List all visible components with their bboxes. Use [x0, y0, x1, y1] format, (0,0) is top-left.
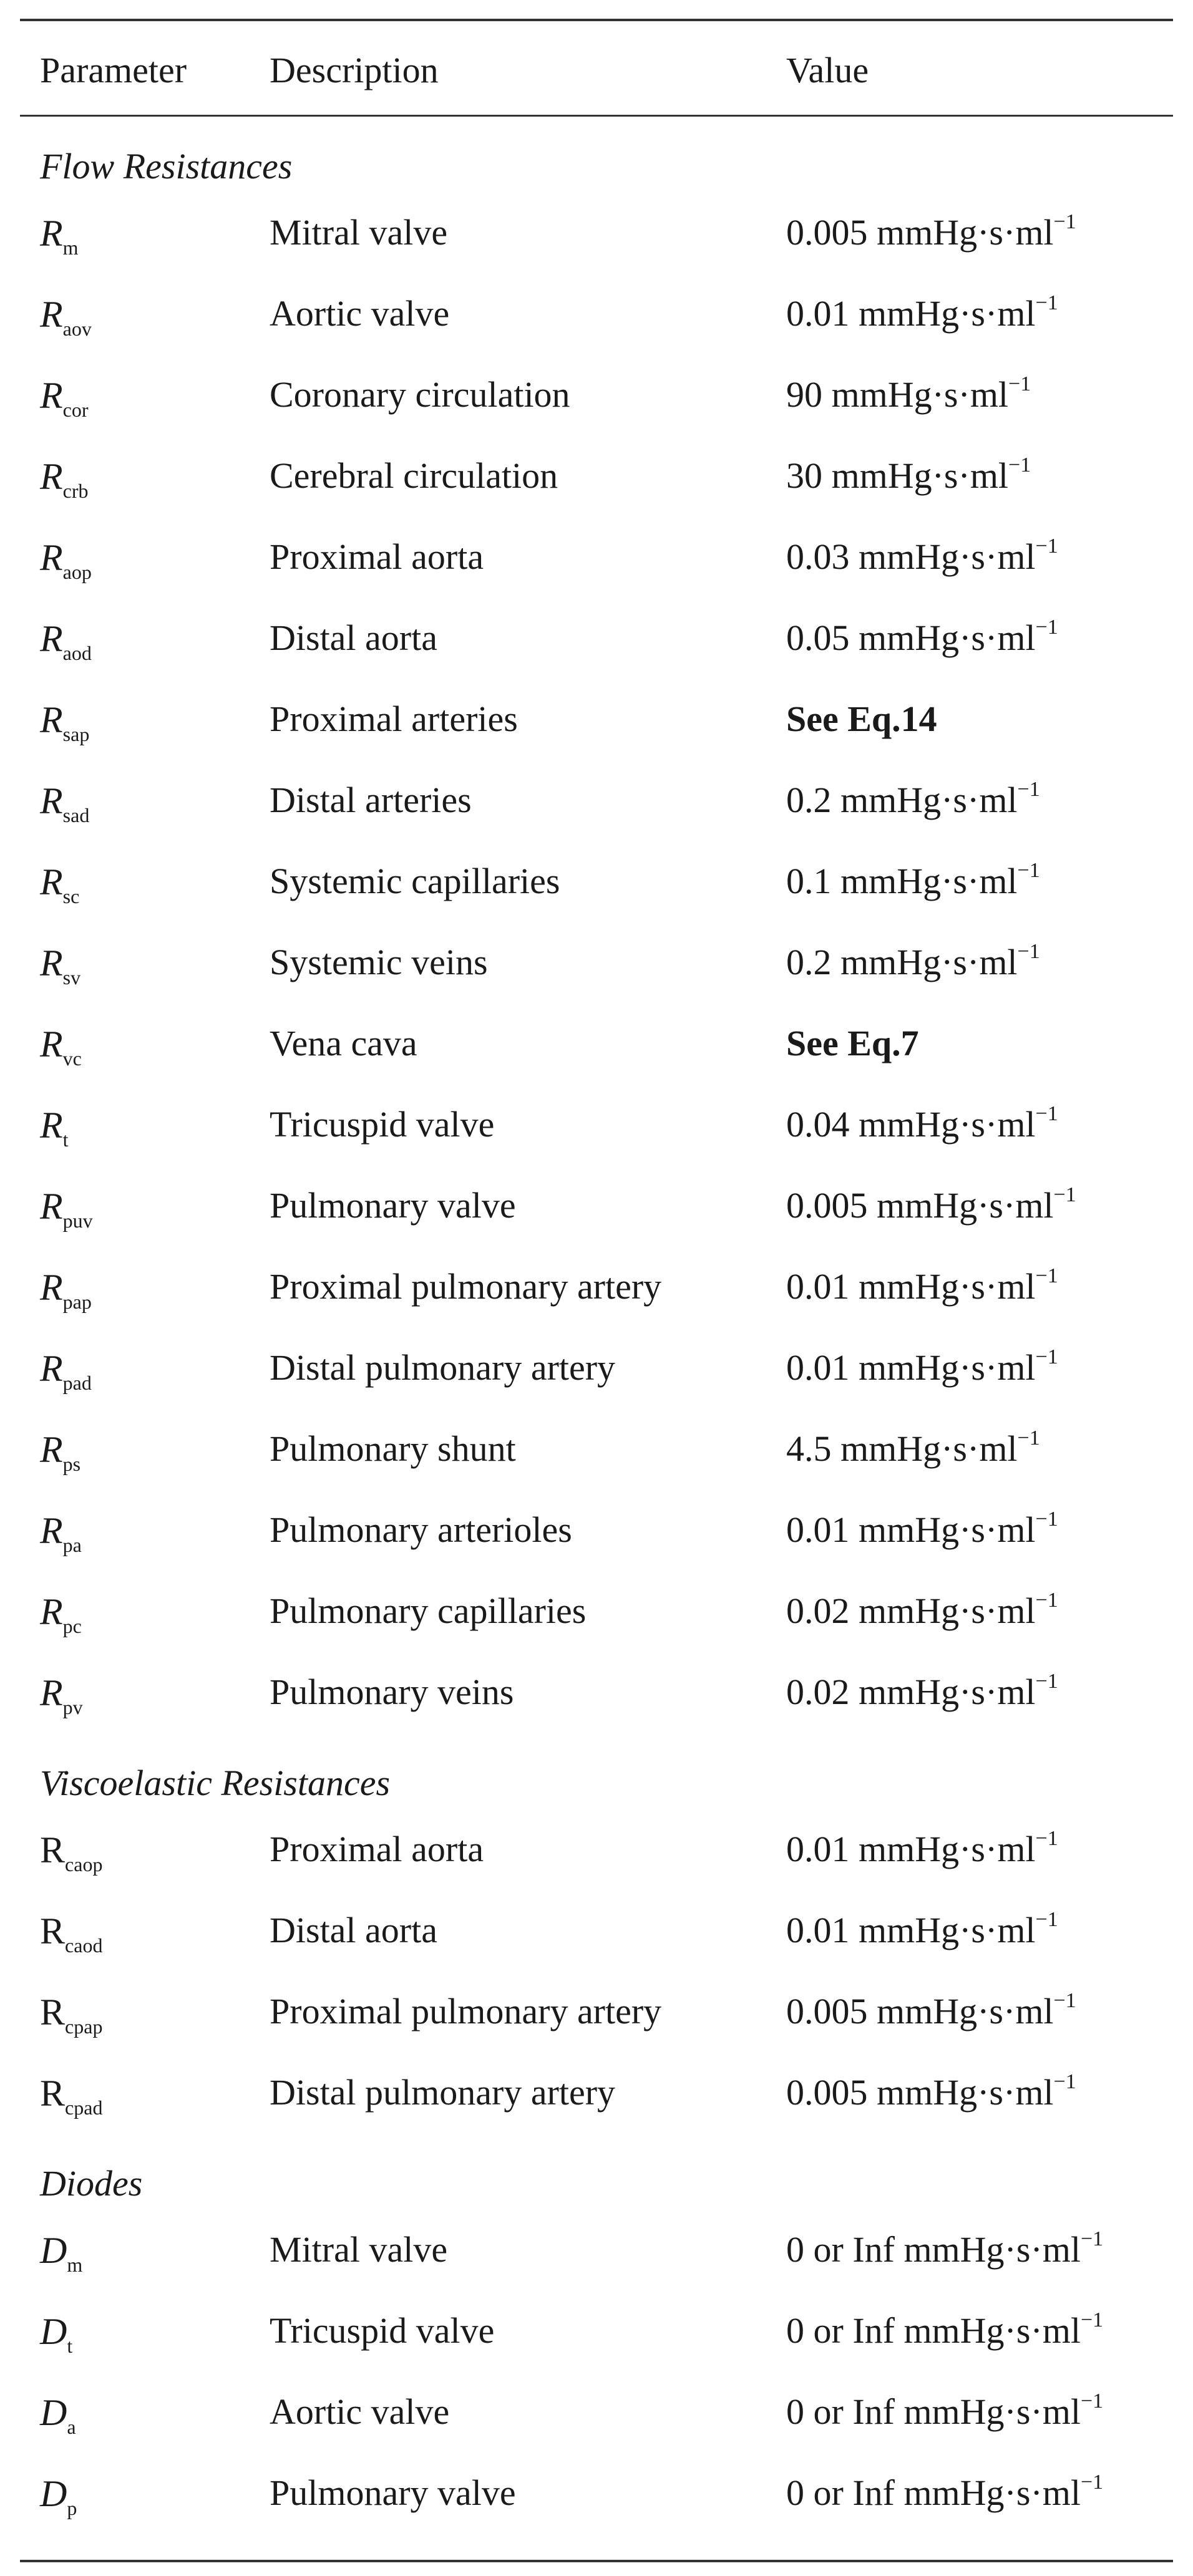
- symbol-subscript: cpap: [65, 2015, 103, 2038]
- parameter-description: Pulmonary arterioles: [270, 1509, 572, 1550]
- value-text: 0.005 mmHg·s·ml: [786, 2072, 1054, 2113]
- parameter-value: [786, 2070, 1076, 2113]
- symbol-letter: R: [40, 1510, 63, 1551]
- symbol-subscript: ps: [62, 1453, 81, 1475]
- symbol-subscript: aop: [62, 561, 92, 583]
- symbol-subscript: crb: [62, 480, 89, 502]
- parameter-symbol: [40, 1267, 92, 1313]
- table-row: [20, 840, 1173, 921]
- parameter-description: Proximal arteries: [270, 699, 518, 739]
- symbol-subscript: t: [62, 1128, 69, 1151]
- symbol-letter: R: [40, 1105, 63, 1146]
- value-exponent: −1: [1035, 1670, 1058, 1693]
- table-row: [20, 1970, 1173, 2051]
- value-text: 0.005 mmHg·s·ml: [786, 212, 1054, 253]
- header-parameter: Parameter: [40, 50, 187, 90]
- parameter-value: [786, 535, 1058, 577]
- symbol-letter: R: [40, 537, 63, 578]
- symbol-subscript: pap: [62, 1290, 92, 1313]
- value-text: 0.005 mmHg·s·ml: [786, 1185, 1054, 1226]
- table-row: [20, 921, 1173, 1002]
- value-text: 0.01 mmHg·s·ml: [786, 1266, 1036, 1307]
- table-row: [20, 1164, 1173, 1245]
- parameter-symbol: [40, 1510, 82, 1556]
- parameter-description: Cerebral circulation: [270, 455, 558, 496]
- value-text: 0 or Inf mmHg·s·ml: [786, 2391, 1081, 2432]
- value-text: 4.5 mmHg·s·ml: [786, 1428, 1018, 1469]
- parameter-value: [786, 1827, 1058, 1869]
- parameter-value: [786, 2227, 1104, 2270]
- parameter-description: Vena cava: [270, 1023, 417, 1063]
- table-row: [20, 272, 1173, 353]
- parameter-symbol: [40, 456, 89, 502]
- symbol-subscript: caod: [65, 1934, 103, 1957]
- parameter-symbol: [40, 1910, 103, 1957]
- table-row: [20, 596, 1173, 677]
- symbol-letter: R: [40, 699, 63, 740]
- symbol-subscript: pc: [62, 1615, 82, 1637]
- parameter-symbol: [40, 1024, 82, 1070]
- value-exponent: −1: [1035, 1508, 1058, 1531]
- parameter-symbol: [40, 1672, 83, 1718]
- value-exponent: −1: [1035, 1908, 1058, 1931]
- symbol-subscript: cor: [62, 399, 89, 421]
- parameter-symbol: [40, 1829, 103, 1876]
- table-row: [20, 515, 1173, 596]
- table-row: [20, 1326, 1173, 1407]
- value-exponent: −1: [1081, 2227, 1104, 2250]
- parameter-symbol: [40, 2473, 77, 2519]
- parameter-value: [786, 1345, 1058, 1388]
- parameter-description: Tricuspid valve: [270, 1104, 495, 1145]
- parameter-value: [786, 2390, 1104, 2432]
- symbol-letter: R: [40, 294, 63, 335]
- parameter-value: [786, 1508, 1058, 1550]
- symbol-letter: R: [40, 1429, 63, 1470]
- parameter-description: Distal pulmonary artery: [270, 1347, 616, 1388]
- table-row: [20, 1245, 1173, 1326]
- parameter-symbol: [40, 2073, 103, 2119]
- symbol-letter: R: [40, 1910, 66, 1952]
- symbol-letter: R: [40, 456, 63, 497]
- parameter-symbol: [40, 618, 92, 664]
- parameter-description: Distal aorta: [270, 617, 437, 658]
- value-text: 90 mmHg·s·ml: [786, 374, 1009, 415]
- value-text: 0 or Inf mmHg·s·ml: [786, 2229, 1081, 2270]
- section-title-viscoelastic-resistances: Viscoelastic Resistances: [40, 1763, 391, 1803]
- table-row: [20, 191, 1173, 272]
- parameter-description: Tricuspid valve: [270, 2310, 495, 2351]
- parameter-description: Systemic veins: [270, 942, 488, 982]
- table-row: [20, 1650, 1173, 1731]
- value-text: 30 mmHg·s·ml: [786, 455, 1009, 496]
- table-row: [20, 758, 1173, 840]
- parameter-description: Mitral valve: [270, 212, 448, 253]
- value-text: 0.03 mmHg·s·ml: [786, 536, 1036, 577]
- parameter-symbol: [40, 2392, 76, 2438]
- parameter-value: [786, 453, 1031, 496]
- table-row: [20, 2208, 1173, 2289]
- parameter-description: Systemic capillaries: [270, 861, 560, 901]
- value-text: 0.01 mmHg·s·ml: [786, 1509, 1036, 1550]
- parameter-value: [786, 1102, 1058, 1145]
- parameter-description: Distal arteries: [270, 780, 472, 820]
- table-row: [20, 1488, 1173, 1569]
- parameter-description: Distal aorta: [270, 1910, 437, 1950]
- parameter-symbol: [40, 2230, 83, 2276]
- value-text: 0.01 mmHg·s·ml: [786, 1910, 1036, 1950]
- parameter-value: [786, 1908, 1058, 1950]
- symbol-subscript: a: [67, 2416, 76, 2438]
- table-row: [20, 677, 1173, 758]
- symbol-subscript: pa: [62, 1534, 82, 1556]
- parameter-symbol: [40, 294, 92, 340]
- value-exponent: −1: [1035, 535, 1058, 558]
- parameter-description: Distal pulmonary artery: [270, 2072, 616, 2113]
- symbol-subscript: pv: [62, 1696, 83, 1718]
- symbol-subscript: m: [62, 236, 79, 259]
- section-title-diodes: Diodes: [40, 2163, 143, 2204]
- symbol-subscript: aod: [62, 642, 92, 664]
- parameter-value: [786, 210, 1076, 253]
- parameter-value: [786, 1264, 1058, 1307]
- parameter-symbol: [40, 1429, 81, 1475]
- value-exponent: −1: [1035, 291, 1058, 314]
- symbol-letter: R: [40, 1186, 63, 1227]
- value-exponent: −1: [1008, 453, 1031, 477]
- value-exponent: −1: [1035, 1345, 1058, 1368]
- parameter-value: [786, 2308, 1104, 2351]
- symbol-letter: R: [40, 861, 63, 903]
- value-exponent: −1: [1053, 2070, 1076, 2093]
- header-value: Value: [786, 50, 869, 90]
- value-text: 0.2 mmHg·s·ml: [786, 942, 1018, 982]
- value-text: 0.005 mmHg·s·ml: [786, 1991, 1054, 2031]
- parameter-description: Proximal pulmonary artery: [270, 1266, 662, 1307]
- parameter-description: Proximal aorta: [270, 1829, 484, 1869]
- value-text: 0.01 mmHg·s·ml: [786, 293, 1036, 334]
- table-row: [20, 1808, 1173, 1889]
- table-row: [20, 1569, 1173, 1650]
- value-exponent: −1: [1081, 2390, 1104, 2413]
- section-title-flow-resistances: Flow Resistances: [40, 146, 293, 186]
- value-text: 0.02 mmHg·s·ml: [786, 1591, 1036, 1631]
- parameter-value: [786, 372, 1031, 415]
- parameter-symbol: [40, 1186, 93, 1232]
- parameter-value: [786, 701, 937, 737]
- table-row: [20, 2289, 1173, 2370]
- symbol-subscript: m: [67, 2254, 83, 2276]
- value-text: 0.2 mmHg·s·ml: [786, 780, 1018, 820]
- symbol-subscript: cpad: [65, 2096, 103, 2119]
- parameter-value: [786, 859, 1040, 901]
- symbol-letter: D: [40, 2473, 67, 2514]
- value-exponent: −1: [1053, 1183, 1076, 1206]
- value-text: 0 or Inf mmHg·s·ml: [786, 2472, 1081, 2513]
- value-text: 0.1 mmHg·s·ml: [786, 861, 1018, 901]
- symbol-letter: R: [40, 618, 63, 659]
- parameter-symbol: [40, 1105, 69, 1151]
- symbol-letter: R: [40, 1348, 63, 1389]
- parameter-description: Pulmonary valve: [270, 1185, 516, 1226]
- symbol-letter: R: [40, 375, 63, 416]
- value-text: 0.05 mmHg·s·ml: [786, 617, 1036, 658]
- value-text: 0.01 mmHg·s·ml: [786, 1829, 1036, 1869]
- parameter-table: [20, 19, 1173, 2562]
- table-row: [20, 434, 1173, 515]
- value-exponent: −1: [1017, 859, 1040, 882]
- parameter-description: Pulmonary shunt: [270, 1428, 516, 1469]
- parameter-value: [786, 2471, 1104, 2513]
- symbol-letter: R: [40, 1672, 63, 1713]
- value-exponent: −1: [1081, 2471, 1104, 2494]
- value-exponent: −1: [1017, 940, 1040, 963]
- parameter-symbol: [40, 1591, 82, 1637]
- symbol-subscript: pad: [62, 1372, 92, 1394]
- parameter-value: [786, 778, 1040, 820]
- value-exponent: −1: [1017, 1426, 1040, 1450]
- parameter-symbol: [40, 780, 90, 826]
- symbol-subscript: sc: [62, 885, 80, 908]
- parameter-symbol: [40, 699, 90, 745]
- symbol-letter: R: [40, 1992, 66, 2033]
- parameter-symbol: [40, 1992, 103, 2038]
- parameter-value: [786, 1025, 919, 1062]
- value-text: 0.01 mmHg·s·ml: [786, 1347, 1036, 1388]
- parameter-description: Aortic valve: [270, 2391, 450, 2432]
- parameter-description: Proximal pulmonary artery: [270, 1991, 662, 2031]
- parameter-description: Aortic valve: [270, 293, 450, 334]
- value-exponent: −1: [1017, 778, 1040, 801]
- table-row: [20, 1083, 1173, 1164]
- parameter-value: [786, 616, 1058, 658]
- symbol-subscript: sv: [62, 966, 81, 989]
- value-exponent: −1: [1053, 210, 1076, 233]
- symbol-letter: D: [40, 2230, 67, 2271]
- symbol-subscript: vc: [62, 1047, 82, 1070]
- parameter-symbol: [40, 861, 80, 908]
- symbol-subscript: aov: [62, 317, 92, 340]
- symbol-letter: D: [40, 2392, 67, 2433]
- value-exponent: −1: [1035, 1827, 1058, 1850]
- value-text: See Eq.7: [786, 1023, 919, 1063]
- value-exponent: −1: [1035, 1589, 1058, 1612]
- parameter-description: Coronary circulation: [270, 374, 570, 415]
- parameter-value: [786, 940, 1040, 982]
- parameter-symbol: [40, 942, 81, 989]
- value-exponent: −1: [1008, 372, 1031, 395]
- value-exponent: −1: [1053, 1989, 1076, 2012]
- table-row: [20, 1002, 1173, 1083]
- value-exponent: −1: [1035, 616, 1058, 639]
- table-header: [20, 21, 1173, 117]
- value-text: 0.02 mmHg·s·ml: [786, 1672, 1036, 1712]
- value-text: See Eq.14: [786, 699, 937, 739]
- symbol-letter: R: [40, 213, 63, 254]
- table-row: [20, 2451, 1173, 2532]
- parameter-value: [786, 1426, 1040, 1469]
- parameter-description: Mitral valve: [270, 2229, 448, 2270]
- symbol-subscript: sap: [62, 723, 90, 745]
- parameter-value: [786, 1989, 1076, 2031]
- symbol-letter: R: [40, 1024, 63, 1065]
- symbol-letter: R: [40, 780, 63, 821]
- parameter-value: [786, 1589, 1058, 1631]
- table-row: [20, 1407, 1173, 1488]
- symbol-letter: R: [40, 1829, 66, 1871]
- parameter-description: Proximal aorta: [270, 536, 484, 577]
- symbol-subscript: caop: [65, 1853, 103, 1876]
- table-row: [20, 1889, 1173, 1970]
- value-exponent: −1: [1035, 1102, 1058, 1125]
- parameter-symbol: [40, 1348, 92, 1394]
- value-text: 0 or Inf mmHg·s·ml: [786, 2310, 1081, 2351]
- value-exponent: −1: [1081, 2308, 1104, 2331]
- header-description: Description: [270, 50, 439, 90]
- parameter-description: Pulmonary capillaries: [270, 1591, 587, 1631]
- table-row: [20, 2051, 1173, 2132]
- symbol-letter: R: [40, 1267, 63, 1308]
- parameter-symbol: [40, 537, 92, 583]
- parameter-value: [786, 1183, 1076, 1226]
- symbol-letter: R: [40, 2073, 66, 2114]
- table-row: [20, 353, 1173, 434]
- symbol-subscript: p: [67, 2497, 77, 2519]
- parameter-symbol: [40, 213, 79, 259]
- parameter-description: Pulmonary valve: [270, 2472, 516, 2513]
- symbol-letter: R: [40, 1591, 63, 1632]
- symbol-subscript: puv: [62, 1209, 93, 1232]
- symbol-letter: R: [40, 942, 63, 984]
- value-exponent: −1: [1035, 1264, 1058, 1287]
- parameter-value: [786, 1670, 1058, 1712]
- parameter-symbol: [40, 375, 89, 421]
- symbol-subscript: sad: [62, 804, 90, 826]
- parameter-symbol: [40, 2311, 73, 2357]
- value-text: 0.04 mmHg·s·ml: [786, 1104, 1036, 1145]
- parameter-description: Pulmonary veins: [270, 1672, 514, 1712]
- symbol-letter: D: [40, 2311, 67, 2352]
- symbol-subscript: t: [67, 2335, 73, 2357]
- table-row: [20, 2370, 1173, 2451]
- parameter-value: [786, 291, 1058, 334]
